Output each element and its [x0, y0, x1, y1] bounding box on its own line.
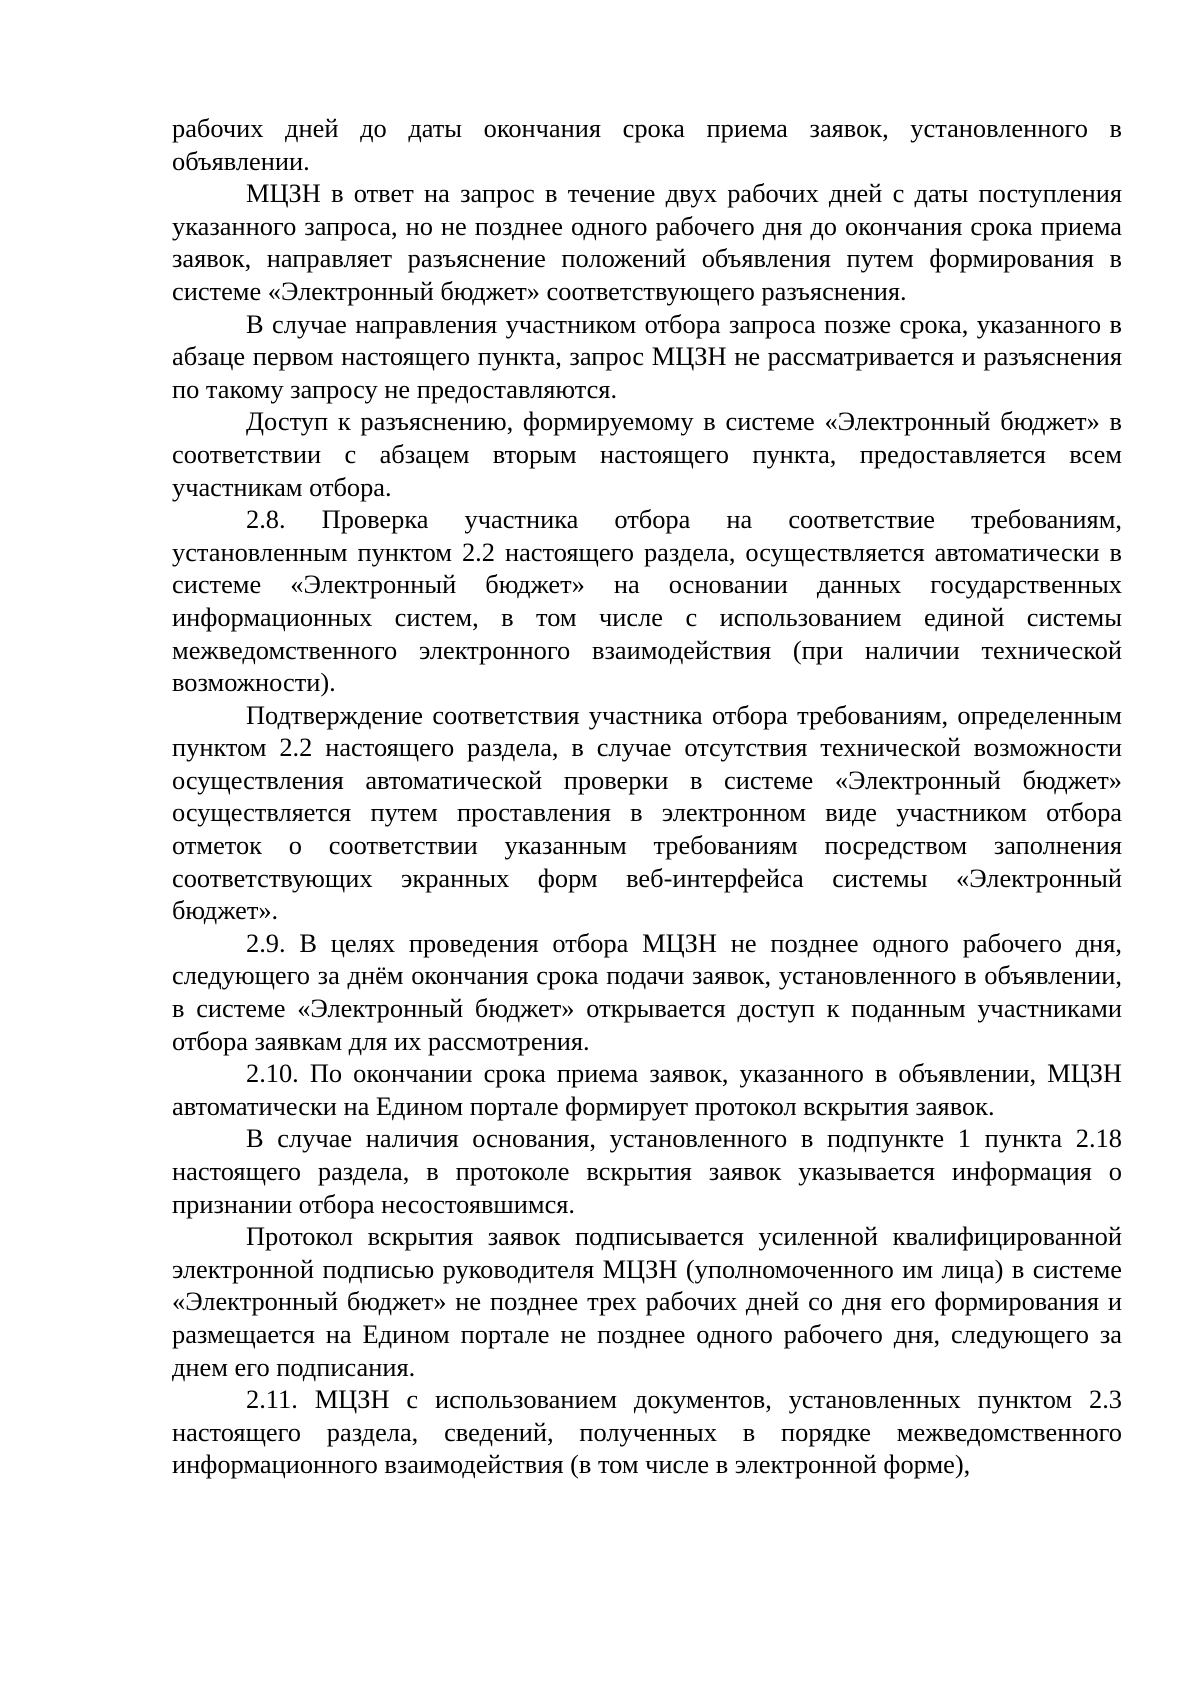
paragraph-2-9: 2.9. В целях проведения отбора МЦЗН не позднее одного рабочего дня, следующего за днём окончания срока подачи заявок, установленного в объявлении, в системе «Электронный бюджет» открывается доступ к поданным участниками отбора заявкам для их рассмотрения. [172, 927, 1122, 1056]
paragraph-protocol-signing: Протокол вскрытия заявок подписывается усиленной квалифицированной электронной подписью руководителя МЦЗН (уполномоченного им лица) в системе «Электронный бюджет» не позднее трех рабочих дней со дня его формирования и размещается на Едином портале не позднее одного рабочего дня, следующего за днем его подписания. [172, 1221, 1122, 1382]
paragraph-2-11: 2.11. МЦЗН с использованием документов, установленных пунктом 2.3 настоящего раздела, сведений, полученных в порядке межведомственного информационного взаимодействия (в том числе в электронной форме), [172, 1384, 1122, 1480]
paragraph-late-request: В случае направления участником отбора запроса позже срока, указанного в абзаце первом настоящего пункта, запрос МЦЗН не рассматривается и разъяснения по такому запросу не предоставляются. [172, 308, 1122, 404]
document-page [172, 112, 1122, 1481]
paragraph-failed-selection: В случае наличия основания, установленного в подпункте 1 пункта 2.18 настоящего раздела, в протоколе вскрытия заявок указывается информация о признании отбора несостоявшимся. [172, 1123, 1122, 1219]
paragraph-clarification-response: МЦЗН в ответ на запрос в течение двух рабочих дней с даты поступления указанного запроса, но не позднее одного рабочего дня до окончания срока приема заявок, направляет разъяснение положений объявления путем формирования в системе «Электронный бюджет» соответствующего разъяснения. [172, 178, 1122, 306]
paragraph-compliance-confirmation: Подтверждение соответствия участника отбора требованиям, определенным пунктом 2.2 настоящего раздела, в случае отсутствия технической возможности осуществления автоматической проверки в системе «Электронный бюджет» осуществляется путем проставления в электронном виде участником отбора отметок о соответствии указанным требованиям посредством заполнения соответствующих экранных форм веб-интерфейса системы «Электронный бюджет». [172, 699, 1122, 926]
paragraph-2-8: 2.8. Проверка участника отбора на соответствие требованиям, установленным пунктом 2.2 настоящего раздела, осуществляется автоматически в системе «Электронный бюджет» на основании данных государственных информационных систем, в том числе с использованием единой системы межведомственного электронного взаимодействия (при наличии технической возможности). [172, 504, 1122, 698]
paragraph-clarification-access: Доступ к разъяснению, формируемому в системе «Электронный бюджет» в соответствии с абзацем вторым настоящего пункта, предоставляется всем участникам отбора. [172, 406, 1122, 502]
paragraph-continuation: рабочих дней до даты окончания срока приема заявок, установленного в объявлении. [172, 113, 1122, 176]
paragraph-2-10: 2.10. По окончании срока приема заявок, указанного в объявлении, МЦЗН автоматически на Едином портале формирует протокол вскрытия заявок. [172, 1058, 1122, 1121]
